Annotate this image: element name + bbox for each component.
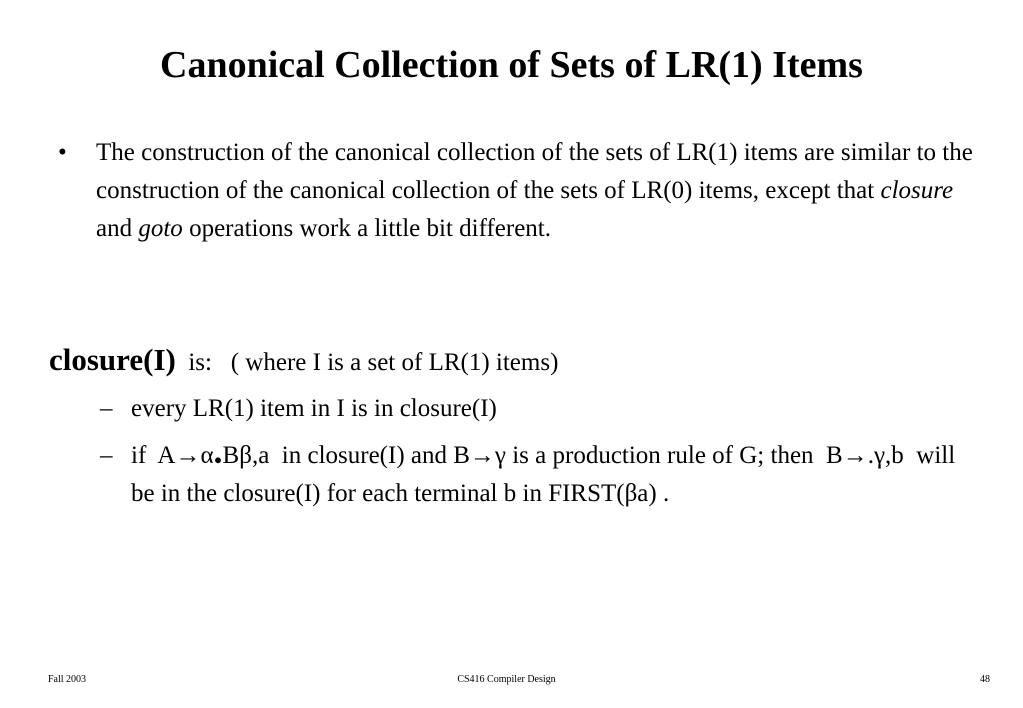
closure-rule-2-text-b: Bβ,a in closure(I) and B→γ is a production rule of G; then B→.γ,b will be in the closure(I) for each terminal b in FIRST(βa) . [131, 442, 962, 507]
closure-rule-1 [100, 390, 980, 428]
closure-rule-1-text: every LR(1) item in I is in closure(I) [131, 395, 497, 422]
closure-rule-2-text [131, 431, 980, 513]
footer-page-number: 48 [980, 674, 990, 685]
bullet-text-part3: operations work a little bit different. [182, 215, 552, 242]
footer-course: CS416 Compiler Design [457, 674, 556, 685]
bullet-point [58, 134, 988, 248]
closure-term: closure [880, 177, 954, 204]
bullet-text-part2: and [96, 215, 139, 242]
closure-heading: closure(I) [49, 342, 176, 377]
dash-icon: – [100, 442, 113, 469]
closure-rule-2-text-a: if A→α [131, 442, 214, 469]
goto-term: goto [138, 215, 183, 242]
closure-definition [49, 340, 979, 383]
bullet-icon: • [58, 139, 67, 166]
closure-rule-2 [100, 431, 980, 513]
item-dot: . [213, 431, 223, 471]
footer-date: Fall 2003 [48, 674, 87, 685]
slide-title: Canonical Collection of Sets of LR(1) Items [160, 44, 863, 86]
bullet-text [96, 134, 988, 248]
bullet-text-part1: The construction of the canonical collection of the sets of LR(1) items are similar to the construction of the canonical collection of the sets of LR(0) items, except that [96, 139, 973, 204]
closure-description: ( where I is a set of LR(1) items) [230, 349, 559, 376]
dash-icon: – [100, 395, 113, 422]
closure-is-label: is: [175, 349, 231, 376]
